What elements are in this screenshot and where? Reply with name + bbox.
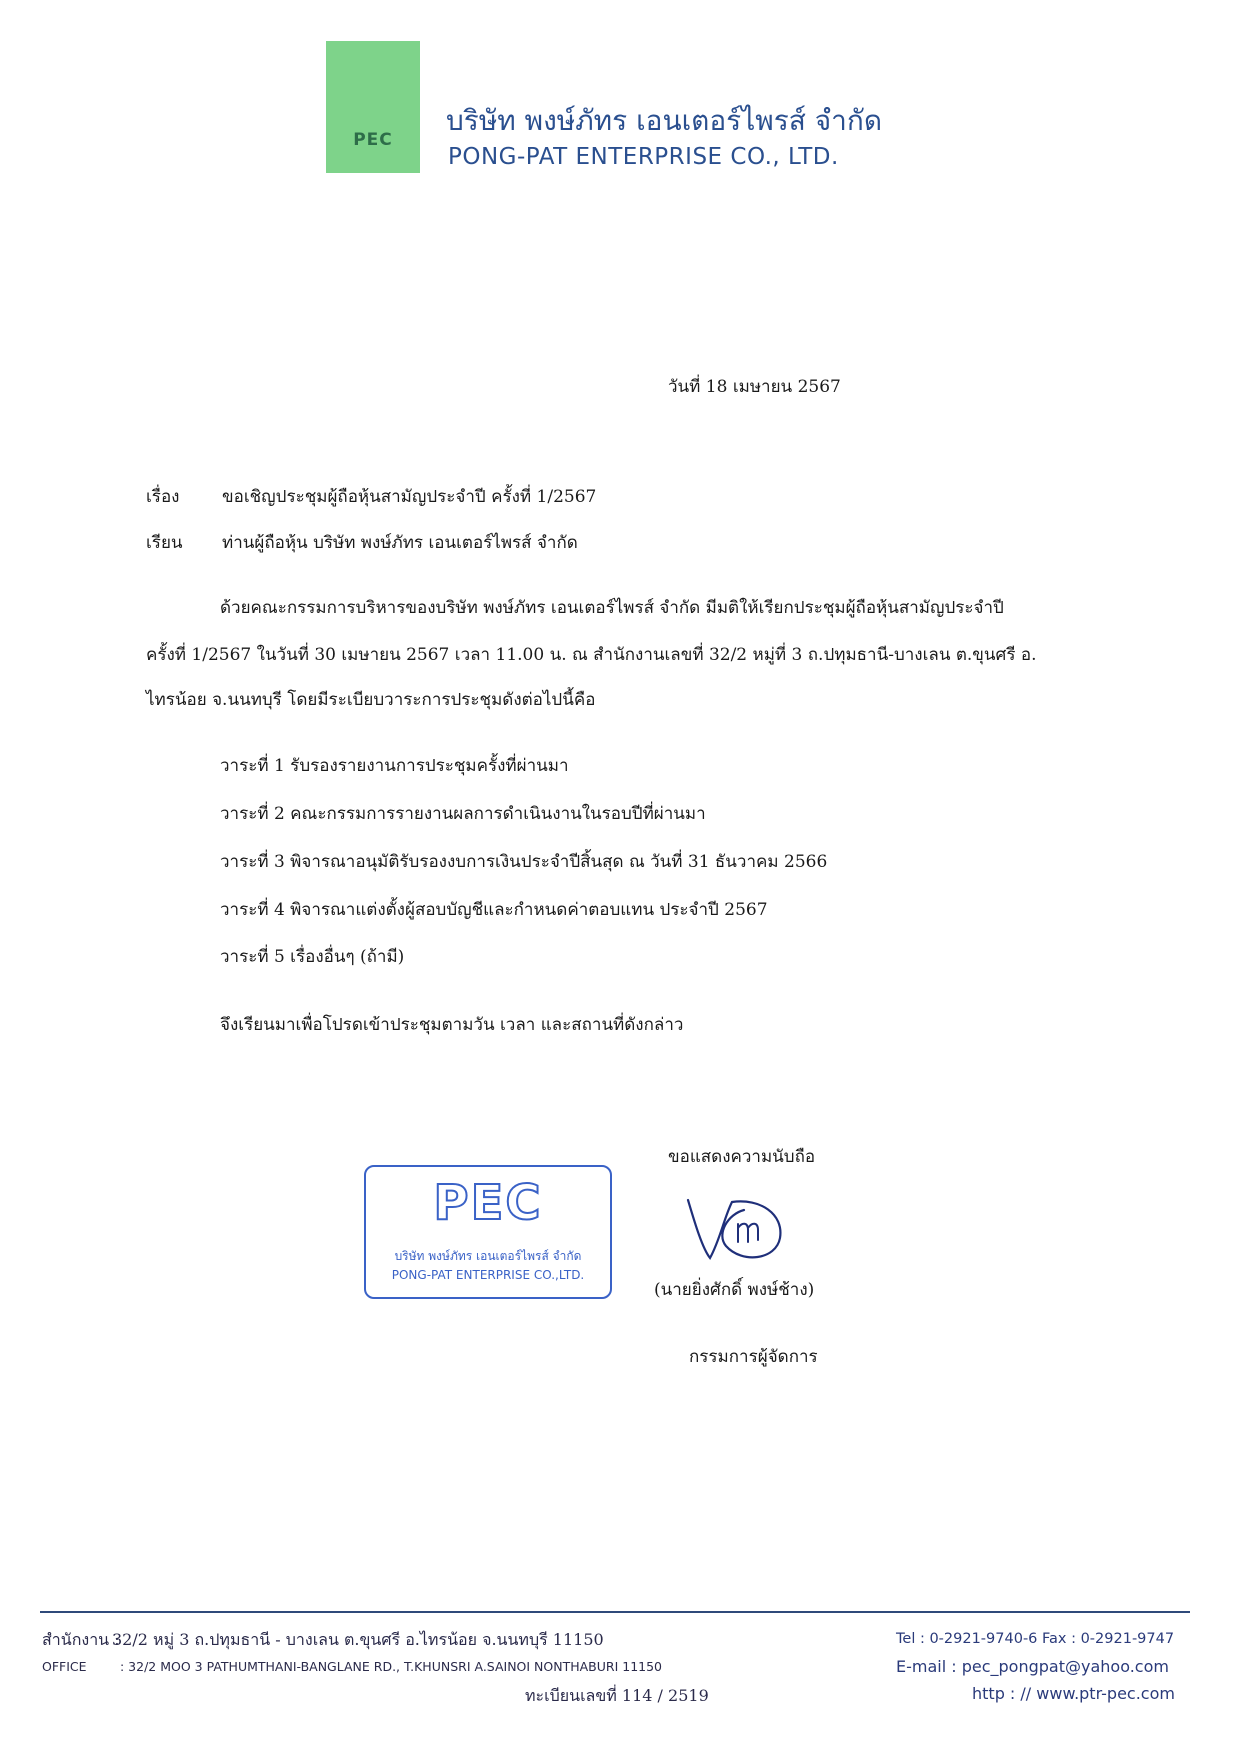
closing-sentence: จึงเรียนมาเพื่อโปรดเข้าประชุมตามวัน เวลา และสถานที่ดังกล่าว	[220, 1015, 684, 1035]
agenda-item-2: วาระที่ 2 คณะกรรมการรายงานผลการดำเนินงานในรอบปีที่ผ่านมา	[220, 804, 706, 824]
footer-divider	[40, 1611, 1190, 1613]
handwritten-signature	[680, 1180, 790, 1270]
phone-fax: Tel : 0-2921-9740-6 Fax : 0-2921-9747	[896, 1631, 1175, 1647]
recipient-text: ท่านผู้ถือหุ้น บริษัท พงษ์ภัทร เอนเตอร์ไพรส์ จำกัด	[222, 533, 578, 553]
office-label-thai: สำนักงาน :	[42, 1630, 120, 1649]
stamp-logo: PEC	[433, 1175, 543, 1231]
office-label-english: OFFICE	[42, 1659, 87, 1674]
body-line-1: ด้วยคณะกรรมการบริหารของบริษัท พงษ์ภัทร เอนเตอร์ไพรส์ จำกัด มีมติให้เรียกประชุมผู้ถือหุ้นสามัญประจำปี	[220, 598, 1004, 618]
recipient-label: เรียน	[146, 533, 183, 553]
body-line-2: ครั้งที่ 1/2567 ในวันที่ 30 เมษายน 2567 เวลา 11.00 น. ณ สำนักงานเลขที่ 32/2 หมู่ที่ 3 ถ.ปทุมธานี-บางเลน ต.ขุนศรี อ.	[146, 645, 1037, 665]
agenda-item-1: วาระที่ 1 รับรองรายงานการประชุมครั้งที่ผ่านมา	[220, 756, 569, 776]
registration-number: ทะเบียนเลขที่ 114 / 2519	[525, 1686, 709, 1705]
agenda-item-4: วาระที่ 4 พิจารณาแต่งตั้งผู้สอบบัญชีและกำหนดค่าตอบแทน ประจำปี 2567	[220, 900, 768, 920]
stamp-company-thai: บริษัท พงษ์ภัทร เอนเตอร์ไพรส์ จำกัด	[394, 1249, 582, 1263]
website-url: http : // www.ptr-pec.com	[972, 1684, 1175, 1703]
body-line-3: ไทรน้อย จ.นนทบุรี โดยมีระเบียบวาระการประชุมดังต่อไปนี้คือ	[146, 690, 596, 710]
company-logo	[326, 41, 420, 173]
stamp-company-english: PONG-PAT ENTERPRISE CO.,LTD.	[391, 1268, 585, 1282]
signer-name: (นายยิ่งศักดิ์ พงษ์ช้าง)	[654, 1280, 815, 1300]
letter-date: วันที่ 18 เมษายน 2567	[668, 377, 841, 397]
logo-text: PEC	[353, 130, 393, 150]
subject-text: ขอเชิญประชุมผู้ถือหุ้นสามัญประจำปี ครั้งที่ 1/2567	[222, 487, 597, 507]
signer-title: กรรมการผู้จัดการ	[689, 1347, 818, 1367]
regards-line: ขอแสดงความนับถือ	[668, 1147, 816, 1167]
office-address-english: : 32/2 MOO 3 PATHUMTHANI-BANGLANE RD., T.KHUNSRI A.SAINOI NONTHABURI 11150	[120, 1659, 663, 1674]
company-stamp	[364, 1165, 612, 1299]
subject-label: เรื่อง	[146, 487, 180, 507]
agenda-item-3: วาระที่ 3 พิจารณาอนุมัติรับรองงบการเงินประจำปีสิ้นสุด ณ วันที่ 31 ธันวาคม 2566	[220, 852, 828, 872]
email-address: E-mail : pec_pongpat@yahoo.com	[896, 1657, 1169, 1676]
agenda-item-5: วาระที่ 5 เรื่องอื่นๆ (ถ้ามี)	[220, 947, 405, 967]
company-name-english: PONG-PAT ENTERPRISE CO., LTD.	[448, 144, 839, 170]
office-address-thai: 32/2 หมู่ 3 ถ.ปทุมธานี - บางเลน ต.ขุนศรี อ.ไทรน้อย จ.นนทบุรี 11150	[112, 1630, 604, 1649]
company-name-thai: บริษัท พงษ์ภัทร เอนเตอร์ไพรส์ จำกัด	[446, 104, 883, 137]
